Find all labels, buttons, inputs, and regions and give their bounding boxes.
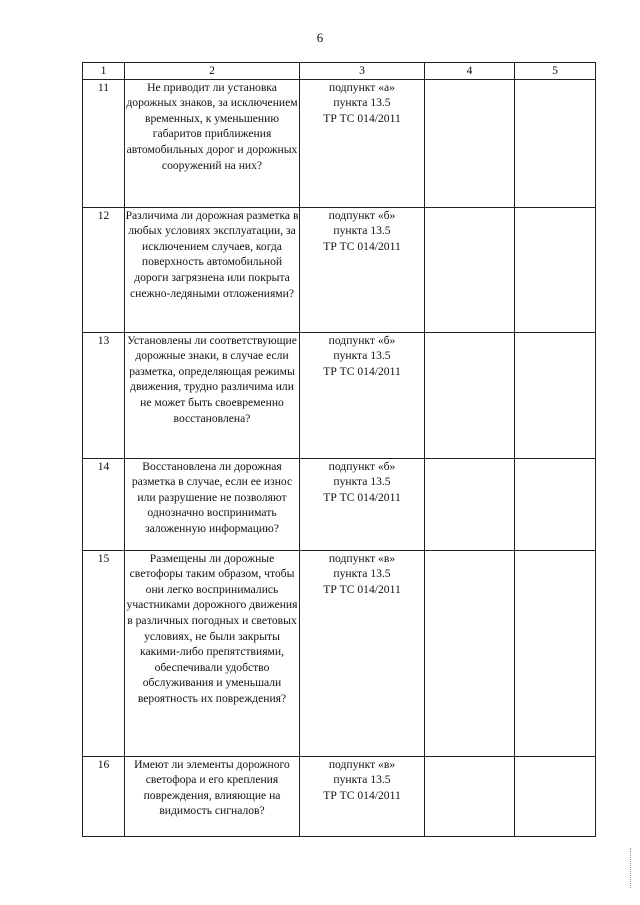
header-cell-4: 4	[425, 63, 515, 80]
row-answer-cell	[425, 550, 515, 756]
reference-line: ТР ТС 014/2011	[323, 788, 401, 802]
reference-line: ТР ТС 014/2011	[323, 364, 401, 378]
row-question: Восстановлена ли дорожная разметка в случае, если ее износ или разрушение не позволяют однозначно воспринимать заложенную информацию?	[125, 458, 300, 550]
reference-line: пункта 13.5	[333, 475, 391, 489]
row-answer-cell	[425, 756, 515, 836]
checklist-table	[82, 62, 596, 837]
row-answer-cell	[425, 207, 515, 332]
header-cell-1: 1	[83, 63, 125, 80]
row-number: 12	[83, 207, 125, 332]
reference-line: ТР ТС 014/2011	[323, 111, 401, 125]
row-note-cell	[515, 332, 596, 458]
page-number: 6	[316, 30, 324, 45]
reference-line: подпункт «б»	[328, 333, 396, 347]
reference-line: пункта 13.5	[333, 567, 391, 581]
row-note-cell	[515, 550, 596, 756]
reference-line: пункта 13.5	[333, 773, 391, 787]
header-cell-3: 3	[300, 63, 425, 80]
row-number: 15	[83, 550, 125, 756]
table-row	[83, 207, 596, 332]
table-row	[83, 332, 596, 458]
row-answer-cell	[425, 332, 515, 458]
row-number: 16	[83, 756, 125, 836]
row-reference	[300, 550, 425, 756]
row-question: Имеют ли элементы дорожного светофора и его крепления повреждения, влияющие на видимость сигналов?	[125, 756, 300, 836]
row-reference	[300, 756, 425, 836]
table-row	[83, 756, 596, 836]
reference-line: пункта 13.5	[333, 224, 391, 238]
reference-line: ТР ТС 014/2011	[323, 239, 401, 253]
row-question: Размещены ли дорожные светофоры таким образом, чтобы они легко воспринимались участниками дорожного движения в различных погодных и световых условиях, не были закрыты какими-либо препятствиями, обеспечивали удобство обслуживания и уменьшали вероятность их повреждения?	[125, 550, 300, 756]
row-number: 11	[83, 79, 125, 207]
row-reference	[300, 207, 425, 332]
row-note-cell	[515, 207, 596, 332]
reference-line: подпункт «а»	[329, 80, 395, 94]
scan-margin-mark	[630, 848, 632, 888]
table-row	[83, 79, 596, 207]
row-answer-cell	[425, 79, 515, 207]
table-row	[83, 458, 596, 550]
row-note-cell	[515, 458, 596, 550]
reference-line: подпункт «в»	[328, 551, 396, 565]
row-number: 14	[83, 458, 125, 550]
row-number: 13	[83, 332, 125, 458]
row-question: Установлены ли соответствующие дорожные знаки, в случае если разметка, определяющая режимы движения, трудно различима или не может быть своевременно восстановлена?	[125, 332, 300, 458]
row-reference	[300, 458, 425, 550]
row-question: Различима ли дорожная разметка в любых условиях эксплуатации, за исключением случаев, когда поверхность автомобильной дороги загрязнена или покрыта снежно-ледяными отложениями?	[125, 207, 300, 332]
header-cell-5: 5	[515, 63, 596, 80]
reference-line: ТР ТС 014/2011	[323, 582, 401, 596]
reference-line: подпункт «в»	[328, 757, 396, 771]
row-question: Не приводит ли установка дорожных знаков, за исключением временных, к уменьшению габаритов приближения автомобильных дорог и дорожных сооружений на них?	[125, 79, 300, 207]
row-reference	[300, 332, 425, 458]
reference-line: пункта 13.5	[333, 349, 391, 363]
row-reference	[300, 79, 425, 207]
table-row	[83, 550, 596, 756]
row-note-cell	[515, 79, 596, 207]
reference-line: пункта 13.5	[333, 96, 391, 110]
header-cell-2: 2	[125, 63, 300, 80]
row-answer-cell	[425, 458, 515, 550]
row-note-cell	[515, 756, 596, 836]
reference-line: ТР ТС 014/2011	[323, 490, 401, 504]
table-header-row	[83, 63, 596, 80]
reference-line: подпункт «б»	[328, 459, 396, 473]
reference-line: подпункт «б»	[328, 208, 396, 222]
